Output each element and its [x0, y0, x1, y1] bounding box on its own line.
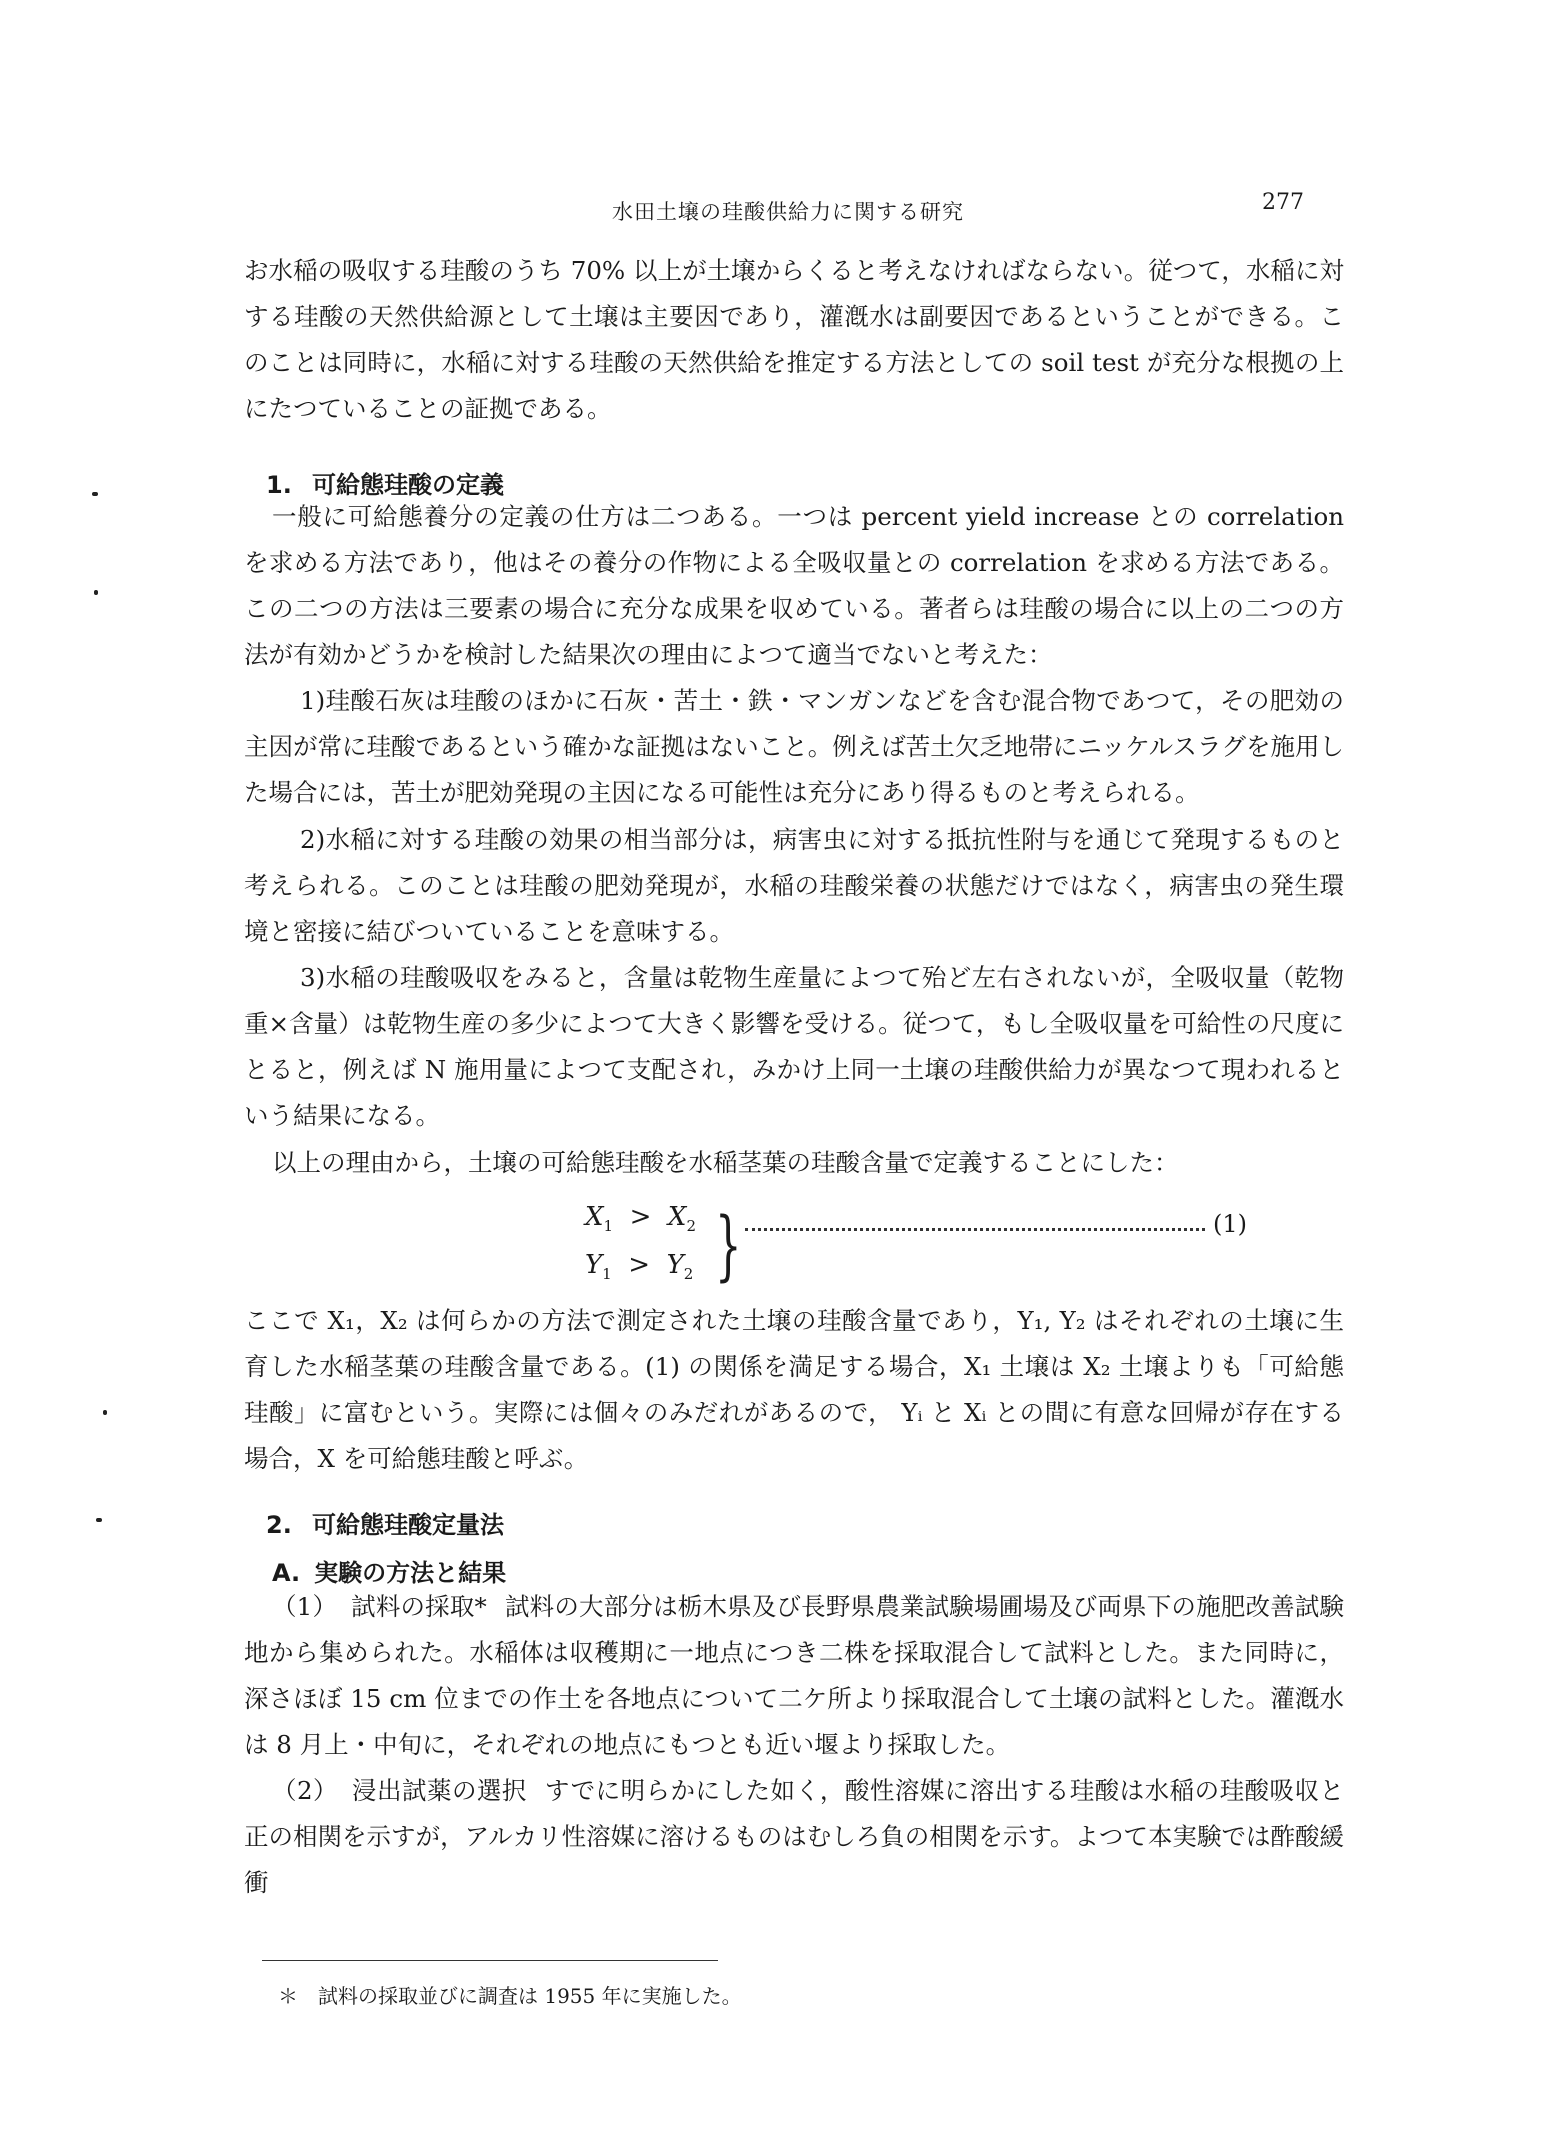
item-1-text: 試料の大部分は栃木県及び長野県農業試験場圃場及び両県下の施肥改善試験地から集められた。水稲体は収穫期に一地点につき二株を採取混合して試料とした。また同時に，深さほぼ 15 cm 位までの作土を各地点について二ケ所より採取混合して土壌の試料とした。灌漑水は 8 月上・中旬に，それぞれの地点にもつとも近い堰より採取した。 [244, 1592, 1345, 1759]
item-2-text: すでに明らかにした如く，酸性溶媒に溶出する珪酸は水稲の珪酸吸収と正の相関を示すが，アルカリ性溶媒に溶けるものはむしろ負の相関を示す。よつて本実験では酢酸緩衝 [244, 1776, 1344, 1897]
footnote-rule [262, 1960, 718, 1961]
running-title: 水田土壌の珪酸供給力に関する研究 [612, 200, 964, 224]
item-2 [244, 1768, 1344, 1906]
subsection-a-label: A. [272, 1559, 301, 1587]
section-1-title: 可給態珪酸の定義 [312, 471, 504, 499]
reason-3-text: 水稲の珪酸吸収をみると，含量は乾物生産量によつて殆ど左右されないが，全吸収量（乾物重×含量）は乾物生産の多少によつて大きく影響を受ける。従つて，もし全吸収量を可給性の尺度にとると，例えば N 施用量によつて支配され，みかけ上同一土壌の珪酸供給力が異なつて現われるという結果になる。 [244, 963, 1344, 1130]
formula-brace: } [715, 1200, 742, 1289]
scan-speck [92, 492, 98, 496]
section-1-paragraph: 一般に可給態養分の定義の仕方は二つある。一つは percent yield increase との correlation を求める方法であり，他はその養分の作物による全吸収量との correlation を求める方法である。この二つの方法は三要素の場合に充分な成果を収めている。著者らは珪酸の場合に以上の二つの方法が有効かどうかを検討した結果次の理由によつて適当でないと考えた： [244, 502, 1344, 669]
intro-paragraph: お水稲の吸収する珪酸のうち 70% 以上が土壌からくると考えなければならない。従つて，水稲に対する珪酸の天然供給源として土壌は主要因であり，灌漑水は副要因であるということができる。このことは同時に，水稲に対する珪酸の天然供給を推定する方法としての soil test が充分な根拠の上にたつていることの証拠である。 [244, 256, 1344, 423]
item-1 [244, 1584, 1344, 1768]
reason-2-number: 2) [300, 825, 326, 854]
item-2-number: （2） [272, 1776, 339, 1805]
subsection-a-title: 実験の方法と結果 [314, 1559, 507, 1587]
reason-2-text: 水稲に対する珪酸の効果の相当部分は，病害虫に対する抵抗性附与を通じて発現するものと考えられる。このことは珪酸の肥効発現が，水稲の珪酸栄養の状態だけではなく，病害虫の発生環境と密接に結びついていることを意味する。 [244, 825, 1344, 946]
scan-speck [96, 1518, 102, 1522]
item-1-title: 試料の採取* [351, 1592, 487, 1621]
definition-intro: 以上の理由から，土壌の可給態珪酸を水稲茎葉の珪酸含量で定義することにした： [272, 1148, 1179, 1177]
formula-row-x: $X_1 > X_2$ [585, 1202, 696, 1236]
reason-1-text: 珪酸石灰は珪酸のほかに石灰・苦土・鉄・マンガンなどを含む混合物であつて，その肥効の主因が常に珪酸であるという確かな証拠はないこと。例えば苦土欠乏地帯にニッケルスラグを施用した場合には，苦土が肥効発現の主因になる可能性は充分にあり得るものと考えられる。 [244, 686, 1344, 807]
section-2-title: 可給態珪酸定量法 [312, 1511, 504, 1539]
reason-3 [244, 955, 1344, 1139]
scan-speck [94, 590, 98, 595]
equation-number: (1) [1213, 1210, 1247, 1238]
scan-speck [103, 1410, 107, 1415]
subsection-a-heading [272, 1553, 524, 1588]
reason-2 [244, 817, 1344, 955]
section-2-heading [266, 1505, 504, 1540]
after-formula-paragraph: ここで X₁，X₂ は何らかの方法で測定された土壌の珪酸含量であり，Y₁, Y₂ はそれぞれの土壌に生育した水稲茎葉の珪酸含量である。(1) の関係を満足する場合，X₁ 土壌は X₂ 土壌よりも「可給態珪酸」に富むという。実際には個々のみだれがあるので， Yᵢ と Xᵢ との間に有意な回帰が存在する場合，X を可給態珪酸と呼ぶ。 [244, 1306, 1344, 1473]
section-1-number: 1. [266, 471, 292, 499]
formula-dot-leader [745, 1218, 1205, 1231]
footnote: ＊ 試料の採取並びに調査は 1955 年に実施した。 [278, 1984, 742, 2008]
reason-1-number: 1) [300, 686, 326, 715]
definition-formula [585, 1196, 1345, 1296]
item-2-title: 浸出試薬の選択 [352, 1776, 527, 1805]
page-number: 277 [1262, 190, 1304, 215]
formula-row-y: $Y_1 > Y_2$ [585, 1250, 694, 1284]
reason-1 [244, 678, 1344, 816]
reason-3-number: 3) [300, 963, 326, 992]
item-1-number: （1） [272, 1592, 338, 1621]
section-2-number: 2. [266, 1511, 292, 1539]
